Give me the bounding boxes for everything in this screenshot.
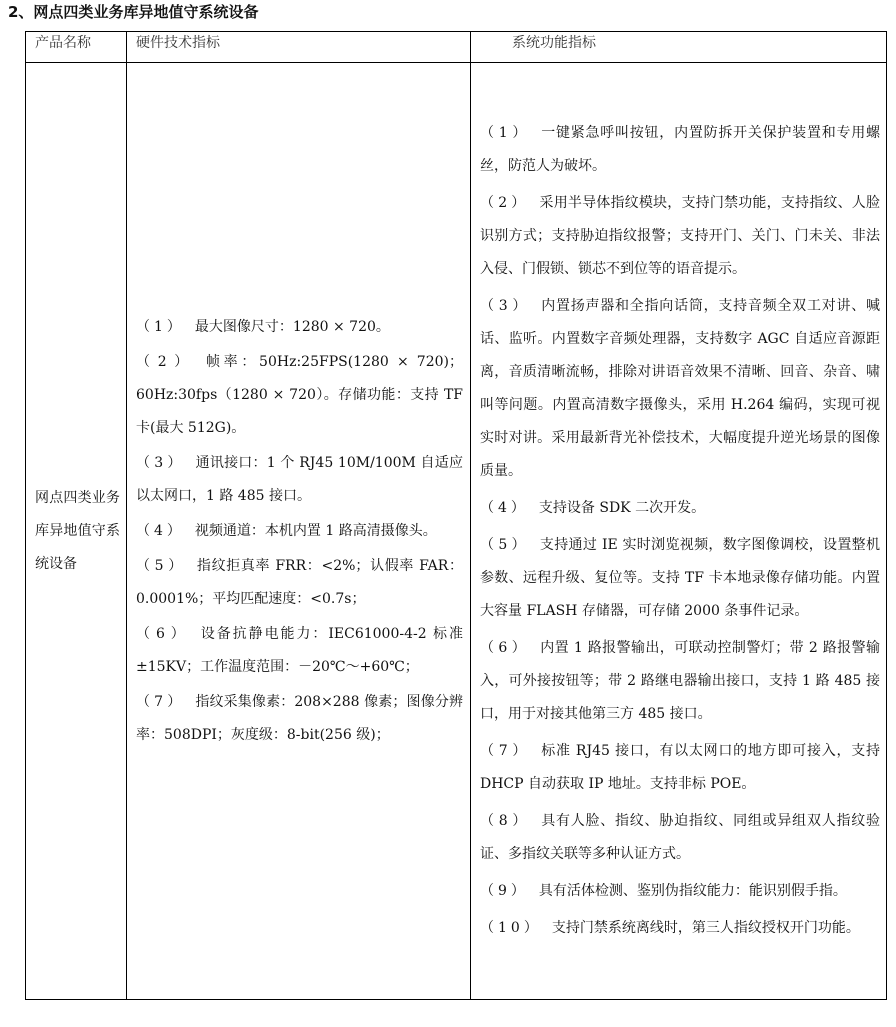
item-text: 支持设备 SDK 二次开发。 [538, 500, 706, 516]
hardware-specs-cell [127, 63, 471, 1000]
spec-table [25, 31, 887, 1000]
function-item [480, 805, 880, 871]
hardware-item [136, 686, 463, 752]
product-name-cell: 网点四类业务库异地值守系统设备 [26, 63, 127, 1000]
item-text: 设备抗静电能力：IEC61000-4-2 标准±15KV；工作温度范围：－20℃～+60℃； [136, 625, 463, 675]
item-number: （5） [480, 537, 530, 553]
item-text: 采用半导体指纹模块，支持门禁功能，支持指纹、人脸识别方式；支持胁迫指纹报警；支持开门、关门、门未关、非法入侵、门假锁、锁芯不到位等的语音提示。 [480, 195, 880, 277]
section-title: 2、网点四类业务库异地值守系统设备 [8, 3, 259, 21]
item-text: 内置 1 路报警输出，可联动控制警灯；带 2 路报警输入，可外接按钮等；带 2 路继电器输出接口，支持 1 路 485 接口，用于对接其他第三方 485 接口。 [480, 640, 880, 722]
function-item [480, 632, 880, 731]
function-item [480, 912, 880, 945]
hardware-item [136, 550, 463, 616]
item-text: 具有人脸、指纹、胁迫指纹、同组或异组双人指纹验证、多指纹关联等多种认证方式。 [480, 813, 880, 862]
hardware-item [136, 346, 463, 445]
item-number: （4） [480, 500, 529, 516]
hardware-item [136, 447, 463, 513]
item-number: （4） [136, 522, 185, 539]
item-text: 内置扬声器和全指向话筒，支持音频全双工对讲、喊话、监听。内置数字音频处理器，支持数字 AGC 自适应音源距离，音质清晰流畅，排除对讲语音效果不清晰、回音、杂音、啸叫等问题。内置高清数字摄像头，采用 H.264 编码，实现可视实时对讲。采用最新背光补偿技术，大幅度提升逆光场景的图像质量。 [480, 298, 880, 479]
function-item [480, 492, 880, 525]
item-text: 指纹采集像素：208×288 像素；图像分辨率：508DPI；灰度级：8-bit(256 级)； [136, 693, 463, 743]
hardware-item [136, 311, 463, 344]
item-text: 标准 RJ45 接口，有以太网口的地方即可接入，支持 DHCP 自动获取 IP 地址。支持非标 POE。 [480, 743, 880, 792]
item-number: （6） [136, 625, 191, 642]
item-number: （1） [480, 125, 532, 141]
item-number: （8） [480, 813, 532, 829]
function-item [480, 529, 880, 628]
function-item [480, 290, 880, 488]
table-row [26, 63, 887, 1000]
system-functions-cell [471, 63, 887, 1000]
item-text: 视频通道：本机内置 1 路高清摄像头。 [194, 522, 437, 539]
item-number: （2） [136, 353, 196, 370]
item-number: （1） [136, 318, 185, 335]
item-number: （2） [480, 195, 530, 211]
item-text: 支持门禁系统离线时，第三人指纹授权开门功能。 [551, 920, 860, 936]
item-number: （3） [136, 454, 186, 471]
item-number: （7） [136, 693, 186, 710]
header-hardware-specs: 硬件技术指标 [127, 32, 471, 63]
item-number: （9） [480, 883, 529, 899]
item-number: （3） [480, 298, 532, 314]
hardware-item [136, 515, 463, 548]
item-text: 指纹拒真率 FRR：<2%；认假率 FAR：0.0001%；平均匹配速度：<0.7s； [136, 557, 463, 607]
item-text: 具有活体检测、鉴别伪指纹能力：能识别假手指。 [538, 883, 847, 899]
header-product-name: 产品名称 [26, 32, 127, 63]
item-number: （7） [480, 743, 532, 759]
item-text: 最大图像尺寸：1280 × 720。 [194, 318, 390, 335]
item-text: 通讯接口：1 个 RJ45 10M/100M 自适应以太网口，1 路 485 接口。 [136, 454, 463, 504]
table-header-row [26, 32, 887, 63]
item-text: 帧率：50Hz:25FPS(1280 × 720)；60Hz:30fps（1280 × 720）。存储功能：支持 TF 卡(最大 512G)。 [136, 353, 463, 436]
item-number: （6） [480, 640, 531, 656]
hardware-item [136, 618, 463, 684]
function-item [480, 187, 880, 286]
item-text: 一键紧急呼叫按钮，内置防拆开关保护装置和专用螺丝，防范人为破坏。 [480, 125, 880, 174]
function-item [480, 117, 880, 183]
item-text: 支持通过 IE 实时浏览视频，数字图像调校，设置整机参数、远程升级、复位等。支持 TF 卡本地录像存储功能。内置大容量 FLASH 存储器，可存储 2000 条事件记录。 [480, 537, 880, 619]
item-number: （10） [480, 920, 542, 936]
function-item [480, 735, 880, 801]
function-item [480, 875, 880, 908]
header-system-functions: 系统功能指标 [471, 32, 887, 63]
item-number: （5） [136, 557, 187, 574]
